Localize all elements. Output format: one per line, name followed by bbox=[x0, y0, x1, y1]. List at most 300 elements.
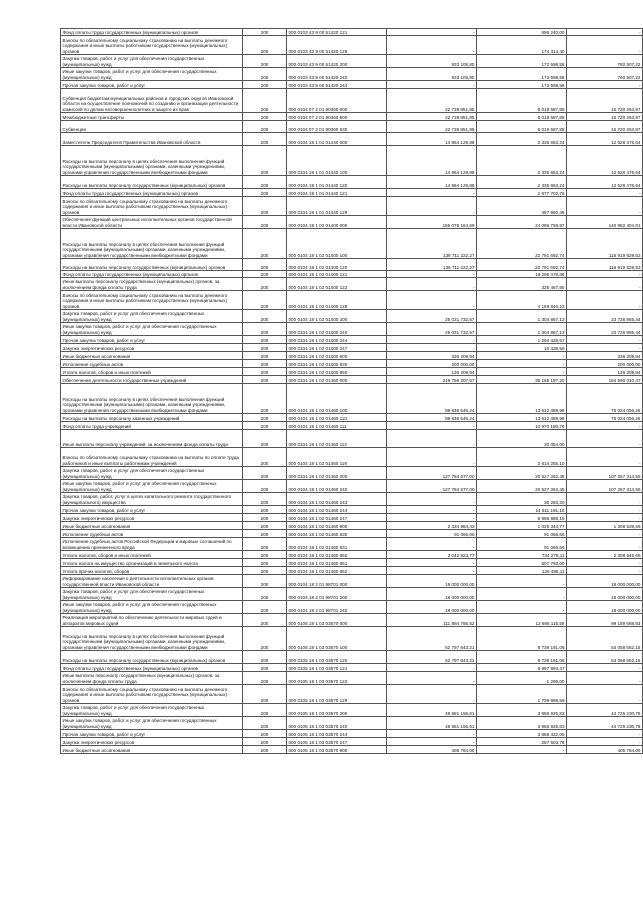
table-row bbox=[61, 229, 643, 259]
budget-classification-code-cell: 000 0104 18 1 02 01460 247 bbox=[287, 514, 387, 522]
line-code-cell: 200 bbox=[243, 360, 287, 368]
executed-amount-cell: 4 169 846,23 bbox=[477, 291, 567, 310]
approved-appropriations-cell: 48 681 156,61 bbox=[387, 717, 477, 730]
approved-appropriations-cell: 22 739 851,85 bbox=[387, 89, 477, 113]
expense-name-cell: Иные закупки товаров, работ и услуг для обеспечения государственных (муниципальных) нужд bbox=[61, 480, 243, 493]
line-code-cell: 200 bbox=[243, 414, 287, 422]
table-row bbox=[61, 68, 643, 81]
executed-amount-cell: - bbox=[477, 352, 567, 360]
table-row bbox=[61, 430, 643, 448]
executed-amount-cell: 2 335 653,24 bbox=[477, 176, 567, 189]
executed-amount-cell: 172 598,58 bbox=[477, 68, 567, 81]
table-row bbox=[61, 480, 643, 493]
executed-amount-cell: 172 598,58 bbox=[477, 81, 567, 89]
expense-name-cell: Расходы на выплаты персоналу государственных (муниципальных) органов bbox=[61, 651, 243, 664]
unexecuted-amount-cell: 76 024 056,26 bbox=[567, 414, 643, 422]
executed-amount-cell: 91 066,66 bbox=[477, 538, 567, 551]
approved-appropriations-cell: - bbox=[387, 422, 477, 430]
expense-name-cell: Фонд оплаты труда государственных (муниципальных) органов bbox=[61, 189, 243, 197]
approved-appropriations-cell: 933 105,80 bbox=[387, 68, 477, 81]
executed-amount-cell: 10 970 180,76 bbox=[477, 422, 567, 430]
budget-classification-code-cell: 000 0104 18 1 02 01460 200 bbox=[287, 467, 387, 480]
line-code-cell: 200 bbox=[243, 278, 287, 291]
approved-appropriations-cell: 62 797 843,21 bbox=[387, 627, 477, 651]
table-row bbox=[61, 368, 643, 376]
unexecuted-amount-cell: - bbox=[567, 514, 643, 522]
approved-appropriations-cell: 219 756 207,67 bbox=[387, 376, 477, 384]
line-code-cell: 200 bbox=[243, 588, 287, 601]
expense-name-cell: Субвенции bbox=[61, 121, 243, 133]
unexecuted-amount-cell: - bbox=[567, 278, 643, 291]
table-row bbox=[61, 376, 643, 384]
expense-name-cell: Взносы по обязательному социальному страхованию на выплаты денежного содержания и иные выплаты работникам государственных (муниципальных) органов bbox=[61, 291, 243, 310]
unexecuted-amount-cell: - bbox=[567, 81, 643, 89]
unexecuted-amount-cell: 12 528 476,64 bbox=[567, 133, 643, 146]
expense-name-cell: Закупка энергетических ресурсов bbox=[61, 514, 243, 522]
expense-name-cell: Заместители Председателя Правительства Ивановской области bbox=[61, 133, 243, 146]
expense-name-cell: Фонд оплаты труда учреждений bbox=[61, 422, 243, 430]
table-row bbox=[61, 506, 643, 514]
line-code-cell: 200 bbox=[243, 448, 287, 467]
unexecuted-amount-cell: 405 784,00 bbox=[567, 746, 643, 754]
executed-amount-cell: 22 791 692,74 bbox=[477, 259, 567, 271]
expense-name-cell: Исполнение судебных актов Российской Федерации и мировых соглашений по возмещению причиненного вреда bbox=[61, 538, 243, 551]
line-code-cell: 200 bbox=[243, 368, 287, 376]
expense-name-cell: Взносы по обязательному социальному страхованию на выплаты денежного содержания и иные выплаты работникам государственных (муниципальных) органов bbox=[61, 197, 243, 216]
budget-classification-code-cell: 000 0104 18 1 02 01460 111 bbox=[287, 422, 387, 430]
approved-appropriations-cell: 62 797 843,21 bbox=[387, 651, 477, 664]
unexecuted-amount-cell: 116 919 529,53 bbox=[567, 259, 643, 271]
executed-amount-cell: - bbox=[477, 588, 567, 601]
budget-classification-code-cell: 000 0105 18 1 03 03570 122 bbox=[287, 672, 387, 685]
unexecuted-amount-cell: 116 919 529,53 bbox=[567, 229, 643, 259]
expense-name-cell: Информирование населения о деятельности исполнительных органов государственной власти Ивановской области bbox=[61, 575, 243, 588]
table-row bbox=[61, 746, 643, 754]
approved-appropriations-cell: - bbox=[387, 448, 477, 467]
approved-appropriations-cell: 89 636 546,24 bbox=[387, 414, 477, 422]
executed-amount-cell: 1 304 867,13 bbox=[477, 323, 567, 336]
line-code-cell: 200 bbox=[243, 336, 287, 344]
expense-name-cell: Исполнение судебных актов bbox=[61, 360, 243, 368]
expense-name-cell: Уплата налога на имущество организаций и земельного налога bbox=[61, 559, 243, 567]
line-code-cell: 200 bbox=[243, 601, 287, 614]
table-row bbox=[61, 197, 643, 216]
budget-classification-code-cell: 000 0104 18 1 01 01440 120 bbox=[287, 176, 387, 189]
table-row bbox=[61, 146, 643, 176]
expense-name-cell: Иные бюджетные ассигнования bbox=[61, 352, 243, 360]
expense-name-cell: Иные бюджетные ассигнования bbox=[61, 522, 243, 530]
budget-classification-code-cell: 000 0104 18 1 02 01400 244 bbox=[287, 336, 387, 344]
approved-appropriations-cell: - bbox=[387, 664, 477, 672]
line-code-cell: 200 bbox=[243, 551, 287, 559]
budget-classification-code-cell: 000 0105 18 1 03 03570 240 bbox=[287, 717, 387, 730]
unexecuted-amount-cell: 107 257 314,55 bbox=[567, 467, 643, 480]
expense-name-cell: Закупка энергетических ресурсов bbox=[61, 738, 243, 746]
table-body bbox=[61, 29, 643, 754]
budget-classification-code-cell: 000 0104 18 1 02 01400 129 bbox=[287, 291, 387, 310]
expense-name-cell: Прочая закупка товаров, работ и услуг bbox=[61, 730, 243, 738]
expense-name-cell: Обеспечение деятельности государственных учреждений bbox=[61, 376, 243, 384]
expense-name-cell: Взносы по обязательному социальному страхованию на выплаты по оплате труда работников и иные выплаты работникам учреждений bbox=[61, 448, 243, 467]
executed-amount-cell: 607 793,00 bbox=[477, 559, 567, 567]
table-row bbox=[61, 530, 643, 538]
approved-appropriations-cell: 91 066,66 bbox=[387, 530, 477, 538]
unexecuted-amount-cell: 12 528 476,64 bbox=[567, 176, 643, 189]
executed-amount-cell: 13 612 489,98 bbox=[477, 414, 567, 422]
budget-classification-code-cell: 000 0103 43 9 00 51420 129 bbox=[287, 36, 387, 55]
table-row bbox=[61, 113, 643, 121]
approved-appropriations-cell: - bbox=[387, 430, 477, 448]
executed-amount-cell: 35 165 197,20 bbox=[477, 376, 567, 384]
line-code-cell: 200 bbox=[243, 176, 287, 189]
approved-appropriations-cell: 48 681 156,61 bbox=[387, 704, 477, 717]
budget-classification-code-cell: 000 0104 18 1 01 01440 100 bbox=[287, 146, 387, 176]
budget-classification-code-cell: 000 0104 18 1 02 01400 850 bbox=[287, 368, 387, 376]
line-code-cell: 200 bbox=[243, 384, 287, 414]
expense-name-cell: Исполнение судебных актов bbox=[61, 530, 243, 538]
unexecuted-amount-cell: - bbox=[567, 197, 643, 216]
executed-amount-cell: 12 695 116,59 bbox=[477, 614, 567, 627]
table-row bbox=[61, 738, 643, 746]
table-row bbox=[61, 704, 643, 717]
approved-appropriations-cell: 25 031 732,57 bbox=[387, 323, 477, 336]
executed-amount-cell: 8 739 191,06 bbox=[477, 651, 567, 664]
expense-name-cell: Прочая закупка товаров, работ и услуг bbox=[61, 81, 243, 89]
approved-appropriations-cell: 127 784 677,00 bbox=[387, 467, 477, 480]
budget-classification-code-cell: 000 0104 18 1 02 01400 830 bbox=[287, 360, 387, 368]
unexecuted-amount-cell: - bbox=[567, 730, 643, 738]
unexecuted-amount-cell: 16 720 263,97 bbox=[567, 121, 643, 133]
budget-classification-code-cell: 000 0104 18 1 02 01460 112 bbox=[287, 430, 387, 448]
executed-amount-cell: - bbox=[477, 360, 567, 368]
line-code-cell: 200 bbox=[243, 216, 287, 229]
budget-classification-code-cell: 000 0104 18 1 02 01400 100 bbox=[287, 229, 387, 259]
approved-appropriations-cell: 200 000,00 bbox=[387, 360, 477, 368]
table-row bbox=[61, 291, 643, 310]
approved-appropriations-cell: 3 042 923,77 bbox=[387, 551, 477, 559]
budget-classification-code-cell: 000 0104 18 1 02 01460 000 bbox=[287, 376, 387, 384]
executed-amount-cell: 3 955 925,83 bbox=[477, 704, 567, 717]
executed-amount-cell: 3 955 925,83 bbox=[477, 717, 567, 730]
expense-name-cell: Иные закупки товаров, работ и услуг для обеспечения государственных (муниципальных) нужд bbox=[61, 68, 243, 81]
expense-name-cell: Иные закупки товаров, работ и услуг для обеспечения государственных (муниципальных) нужд bbox=[61, 601, 243, 614]
unexecuted-amount-cell: - bbox=[567, 685, 643, 704]
unexecuted-amount-cell: - bbox=[567, 559, 643, 567]
table-row bbox=[61, 627, 643, 651]
approved-appropriations-cell: - bbox=[387, 278, 477, 291]
expense-name-cell: Взносы по обязательному социальному страхованию на выплаты денежного содержания и иные выплаты работникам государственных (муниципальных) органов bbox=[61, 36, 243, 55]
table-row bbox=[61, 664, 643, 672]
executed-amount-cell: 1 739 998,59 bbox=[477, 685, 567, 704]
approved-appropriations-cell: 127 784 677,00 bbox=[387, 480, 477, 493]
unexecuted-amount-cell: 107 257 314,55 bbox=[567, 480, 643, 493]
table-row bbox=[61, 414, 643, 422]
approved-appropriations-cell: - bbox=[387, 344, 477, 352]
executed-amount-cell: 5 985 888,15 bbox=[477, 514, 567, 522]
executed-amount-cell: 14 511 191,10 bbox=[477, 506, 567, 514]
expense-name-cell: Уплата налогов, сборов и иных платежей bbox=[61, 551, 243, 559]
executed-amount-cell: - bbox=[477, 746, 567, 754]
unexecuted-amount-cell: 1 308 539,66 bbox=[567, 522, 643, 530]
unexecuted-amount-cell: 54 058 652,15 bbox=[567, 627, 643, 651]
executed-amount-cell: 1 877 702,75 bbox=[477, 189, 567, 197]
line-code-cell: 200 bbox=[243, 522, 287, 530]
unexecuted-amount-cell: - bbox=[567, 448, 643, 467]
unexecuted-amount-cell: - bbox=[567, 271, 643, 278]
line-code-cell: 200 bbox=[243, 81, 287, 89]
executed-amount-cell: 20 527 362,45 bbox=[477, 480, 567, 493]
budget-classification-code-cell: 000 0105 18 1 03 03570 100 bbox=[287, 627, 387, 651]
approved-appropriations-cell: - bbox=[387, 672, 477, 685]
approved-appropriations-cell: - bbox=[387, 567, 477, 575]
unexecuted-amount-cell: 16 720 263,97 bbox=[567, 89, 643, 113]
unexecuted-amount-cell: 76 024 056,26 bbox=[567, 384, 643, 414]
budget-classification-code-cell: 000 0104 18 2 01 98701 000 bbox=[287, 575, 387, 588]
table-row bbox=[61, 651, 643, 664]
line-code-cell: 200 bbox=[243, 310, 287, 323]
unexecuted-amount-cell: 23 726 865,44 bbox=[567, 310, 643, 323]
table-row bbox=[61, 189, 643, 197]
approved-appropriations-cell: 14 864 129,88 bbox=[387, 133, 477, 146]
unexecuted-amount-cell: - bbox=[567, 29, 643, 36]
executed-amount-cell: - bbox=[477, 601, 567, 614]
line-code-cell: 200 bbox=[243, 146, 287, 176]
unexecuted-amount-cell: - bbox=[567, 567, 643, 575]
approved-appropriations-cell: 933 105,80 bbox=[387, 55, 477, 68]
table-row bbox=[61, 614, 643, 627]
table-row bbox=[61, 493, 643, 506]
approved-appropriations-cell: - bbox=[387, 81, 477, 89]
approved-appropriations-cell: - bbox=[387, 730, 477, 738]
approved-appropriations-cell: - bbox=[387, 493, 477, 506]
line-code-cell: 200 bbox=[243, 271, 287, 278]
approved-appropriations-cell: 405 784,00 bbox=[387, 746, 477, 754]
table-row bbox=[61, 717, 643, 730]
line-code-cell: 200 bbox=[243, 559, 287, 567]
budget-classification-code-cell: 000 0104 18 1 02 01400 122 bbox=[287, 278, 387, 291]
budget-classification-code-cell: 000 0104 18 1 02 01400 247 bbox=[287, 344, 387, 352]
table-row bbox=[61, 730, 643, 738]
budget-classification-code-cell: 000 0104 18 1 02 01460 243 bbox=[287, 493, 387, 506]
unexecuted-amount-cell: - bbox=[567, 506, 643, 514]
table-row bbox=[61, 176, 643, 189]
expense-name-cell: Прочая закупка товаров, работ и услуг bbox=[61, 506, 243, 514]
approved-appropriations-cell: 139 711 222,27 bbox=[387, 259, 477, 271]
line-code-cell: 200 bbox=[243, 575, 287, 588]
approved-appropriations-cell: - bbox=[387, 506, 477, 514]
line-code-cell: 200 bbox=[243, 113, 287, 121]
line-code-cell: 200 bbox=[243, 55, 287, 68]
table-row bbox=[61, 310, 643, 323]
executed-amount-cell: 20 527 362,45 bbox=[477, 467, 567, 480]
unexecuted-amount-cell: 184 590 010,47 bbox=[567, 376, 643, 384]
line-code-cell: 200 bbox=[243, 422, 287, 430]
line-code-cell: 200 bbox=[243, 493, 287, 506]
table-row bbox=[61, 29, 643, 36]
approved-appropriations-cell: 22 739 851,85 bbox=[387, 121, 477, 133]
approved-appropriations-cell: 336 209,84 bbox=[387, 352, 477, 360]
table-row bbox=[61, 271, 643, 278]
line-code-cell: 200 bbox=[243, 746, 287, 754]
executed-amount-cell: 457 950,49 bbox=[477, 197, 567, 216]
budget-classification-code-cell: 000 0104 07 2 01 80360 000 bbox=[287, 89, 387, 113]
unexecuted-amount-cell: - bbox=[567, 336, 643, 344]
line-code-cell: 200 bbox=[243, 627, 287, 651]
line-code-cell: 200 bbox=[243, 259, 287, 271]
budget-classification-code-cell: 000 0103 43 9 00 51420 244 bbox=[287, 81, 387, 89]
budget-classification-code-cell: 000 0105 18 1 03 03570 121 bbox=[287, 664, 387, 672]
table-row bbox=[61, 216, 643, 229]
expense-name-cell: Иные выплаты персоналу государственных (муниципальных) органов, за исключением фонда оплаты труда bbox=[61, 278, 243, 291]
budget-classification-code-cell: 000 0103 43 9 00 51420 200 bbox=[287, 55, 387, 68]
approved-appropriations-cell: 2 334 984,43 bbox=[387, 522, 477, 530]
line-code-cell: 200 bbox=[243, 29, 287, 36]
table-row bbox=[61, 422, 643, 430]
executed-amount-cell: 2 335 653,24 bbox=[477, 133, 567, 146]
executed-amount-cell: 2 335 653,24 bbox=[477, 146, 567, 176]
budget-classification-code-cell: 000 0105 18 1 03 03570 247 bbox=[287, 738, 387, 746]
line-code-cell: 200 bbox=[243, 704, 287, 717]
table-row bbox=[61, 323, 643, 336]
line-code-cell: 200 bbox=[243, 567, 287, 575]
unexecuted-amount-cell: 54 058 652,15 bbox=[567, 651, 643, 664]
unexecuted-amount-cell: - bbox=[567, 493, 643, 506]
executed-amount-cell: 1 299,00 bbox=[477, 672, 567, 685]
table-row bbox=[61, 685, 643, 704]
budget-classification-code-cell: 000 0104 18 1 01 01440 000 bbox=[287, 133, 387, 146]
table-row bbox=[61, 352, 643, 360]
expense-name-cell: Уплата прочих налогов, сборов bbox=[61, 567, 243, 575]
executed-amount-cell: 24 096 759,87 bbox=[477, 216, 567, 229]
line-code-cell: 200 bbox=[243, 717, 287, 730]
approved-appropriations-cell: 89 636 546,24 bbox=[387, 384, 477, 414]
executed-amount-cell: 325 467,80 bbox=[477, 278, 567, 291]
expense-name-cell: Закупка товаров, работ и услуг для обеспечения государственных (муниципальных) нужд bbox=[61, 310, 243, 323]
approved-appropriations-cell: 18 000 000,00 bbox=[387, 575, 477, 588]
unexecuted-amount-cell: - bbox=[567, 530, 643, 538]
expense-name-cell: Иные закупки товаров, работ и услуг для обеспечения государственных (муниципальных) нужд bbox=[61, 323, 243, 336]
budget-classification-code-cell: 000 0104 18 1 02 01400 200 bbox=[287, 310, 387, 323]
line-code-cell: 200 bbox=[243, 514, 287, 522]
expense-name-cell: Иные бюджетные ассигнования bbox=[61, 746, 243, 754]
budget-classification-code-cell: 000 0104 18 1 02 01460 240 bbox=[287, 480, 387, 493]
table-row bbox=[61, 89, 643, 113]
table-row bbox=[61, 575, 643, 588]
executed-amount-cell: 8 739 191,06 bbox=[477, 627, 567, 651]
executed-amount-cell: 174 314,40 bbox=[477, 36, 567, 55]
budget-classification-code-cell: 000 0104 18 1 02 01460 831 bbox=[287, 538, 387, 551]
table-row bbox=[61, 601, 643, 614]
budget-classification-code-cell: 000 0105 18 1 03 03570 000 bbox=[287, 614, 387, 627]
budget-classification-code-cell: 000 0103 43 9 00 51420 240 bbox=[287, 68, 387, 81]
unexecuted-amount-cell: 200 000,00 bbox=[567, 360, 643, 368]
line-code-cell: 200 bbox=[243, 352, 287, 360]
expense-name-cell: Фонд оплаты труда государственных (муниципальных) органов bbox=[61, 271, 243, 278]
table-row bbox=[61, 360, 643, 368]
unexecuted-amount-cell: 23 726 865,44 bbox=[567, 323, 643, 336]
unexecuted-amount-cell: 18 000 000,00 bbox=[567, 575, 643, 588]
table-row bbox=[61, 672, 643, 685]
executed-amount-cell: 267 503,78 bbox=[477, 738, 567, 746]
line-code-cell: 200 bbox=[243, 467, 287, 480]
budget-classification-code-cell: 000 0104 07 2 01 80360 530 bbox=[287, 121, 387, 133]
line-code-cell: 200 bbox=[243, 323, 287, 336]
budget-classification-code-cell: 000 0105 18 1 03 03570 200 bbox=[287, 704, 387, 717]
expense-name-cell: Закупка энергетических ресурсов bbox=[61, 344, 243, 352]
unexecuted-amount-cell: 16 720 263,97 bbox=[567, 113, 643, 121]
budget-classification-code-cell: 000 0105 18 1 03 03570 120 bbox=[287, 651, 387, 664]
expense-name-cell: Закупка товаров, работ и услуг для обеспечения государственных (муниципальных) нужд bbox=[61, 588, 243, 601]
table-row bbox=[61, 514, 643, 522]
line-code-cell: 200 bbox=[243, 480, 287, 493]
table-row bbox=[61, 588, 643, 601]
table-row bbox=[61, 133, 643, 146]
expense-name-cell: Взносы по обязательному социальному страхованию на выплаты денежного содержания и иные выплаты работникам государственных (муниципальных) органов bbox=[61, 685, 243, 704]
expense-name-cell: Прочая закупка товаров, работ и услуг bbox=[61, 336, 243, 344]
budget-classification-code-cell: 000 0104 18 1 02 01460 110 bbox=[287, 414, 387, 422]
unexecuted-amount-cell: 18 000 000,00 bbox=[567, 588, 643, 601]
line-code-cell: 200 bbox=[243, 538, 287, 551]
line-code-cell: 200 bbox=[243, 685, 287, 704]
budget-classification-code-cell: 000 0104 18 1 02 01400 800 bbox=[287, 352, 387, 360]
line-code-cell: 200 bbox=[243, 614, 287, 627]
approved-appropriations-cell: 165 078 164,68 bbox=[387, 216, 477, 229]
budget-report-page bbox=[60, 28, 642, 754]
line-code-cell: 200 bbox=[243, 291, 287, 310]
line-code-cell: 200 bbox=[243, 344, 287, 352]
budget-classification-code-cell: 000 0104 18 1 02 01460 100 bbox=[287, 384, 387, 414]
line-code-cell: 200 bbox=[243, 506, 287, 514]
approved-appropriations-cell: - bbox=[387, 738, 477, 746]
unexecuted-amount-cell: - bbox=[567, 344, 643, 352]
line-code-cell: 200 bbox=[243, 672, 287, 685]
unexecuted-amount-cell: 760 507,22 bbox=[567, 55, 643, 68]
executed-amount-cell: 696 240,00 bbox=[477, 29, 567, 36]
executed-amount-cell: 6 019 587,88 bbox=[477, 89, 567, 113]
executed-amount-cell: 10 438,56 bbox=[477, 344, 567, 352]
executed-amount-cell: 1 304 867,13 bbox=[477, 310, 567, 323]
table-row bbox=[61, 467, 643, 480]
approved-appropriations-cell: - bbox=[387, 559, 477, 567]
expense-name-cell: Расходы на выплаты персоналу в целях обеспечения выполнения функций государственными (муниципальными) органами, казенными учреждениями, органами управления государственными внебюджетными фондами bbox=[61, 146, 243, 176]
executed-amount-cell: 1 294 428,57 bbox=[477, 336, 567, 344]
table-row bbox=[61, 567, 643, 575]
executed-amount-cell: 13 612 489,98 bbox=[477, 384, 567, 414]
table-row bbox=[61, 538, 643, 551]
approved-appropriations-cell: - bbox=[387, 36, 477, 55]
approved-appropriations-cell: - bbox=[387, 29, 477, 36]
budget-classification-code-cell: 000 0105 18 1 03 03570 244 bbox=[287, 730, 387, 738]
expense-name-cell: Иные закупки товаров, работ и услуг для обеспечения государственных (муниципальных) нужд bbox=[61, 717, 243, 730]
line-code-cell: 200 bbox=[243, 197, 287, 216]
approved-appropriations-cell: - bbox=[387, 197, 477, 216]
budget-classification-code-cell: 000 0104 07 2 01 80360 500 bbox=[287, 113, 387, 121]
unexecuted-amount-cell: 336 209,84 bbox=[567, 352, 643, 360]
unexecuted-amount-cell: - bbox=[567, 36, 643, 55]
line-code-cell: 200 bbox=[243, 89, 287, 113]
approved-appropriations-cell: - bbox=[387, 291, 477, 310]
expense-name-cell: Фонд оплаты труда государственных (муниципальных) органов bbox=[61, 664, 243, 672]
approved-appropriations-cell: 18 000 000,00 bbox=[387, 588, 477, 601]
unexecuted-amount-cell: 760 507,22 bbox=[567, 68, 643, 81]
budget-classification-code-cell: 000 0104 18 1 02 01460 244 bbox=[287, 506, 387, 514]
budget-classification-code-cell: 000 0104 18 1 02 01460 800 bbox=[287, 522, 387, 530]
executed-amount-cell: 22 791 692,74 bbox=[477, 229, 567, 259]
budget-classification-code-cell: 000 0104 18 1 02 01400 121 bbox=[287, 271, 387, 278]
expense-name-cell: Закупка товаров, работ и услуг для обеспечения государственных (муниципальных) нужд bbox=[61, 55, 243, 68]
executed-amount-cell: 172 598,58 bbox=[477, 55, 567, 68]
approved-appropriations-cell: - bbox=[387, 271, 477, 278]
